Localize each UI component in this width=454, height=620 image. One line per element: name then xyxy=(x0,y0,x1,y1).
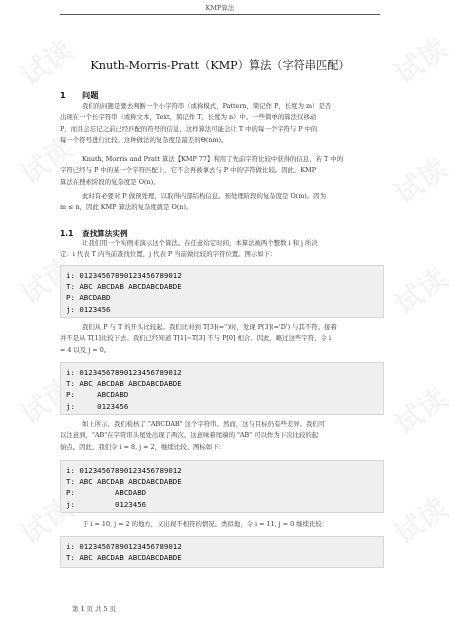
code-block xyxy=(60,536,384,568)
code-line: j: 0123456 xyxy=(66,401,129,411)
paragraph-line: 并不是从 T[1]比较下去。我们已经知道 T[1]~T[3] 不与 P[0] 相合。因此，略过这些字符，令 i xyxy=(60,334,331,343)
watermark: 试读 xyxy=(14,371,80,431)
code-line: i: 01234567890123456789012 xyxy=(66,542,182,551)
paragraph xyxy=(82,519,382,530)
watermark: 试读 xyxy=(14,491,80,551)
watermark: 试读 xyxy=(388,261,454,321)
code-line: T: ABC ABCDAB ABCDABCDABDE xyxy=(66,282,182,292)
subsection-number: 1.1 xyxy=(60,229,74,238)
paragraph xyxy=(60,154,382,188)
paragraph xyxy=(60,419,382,453)
code-line: j: 0123456 xyxy=(66,499,147,509)
code-line: i: 01234567890123456789012 xyxy=(66,271,182,280)
code-line: T: ABC ABCDAB ABCDABCDABDE xyxy=(66,477,182,487)
section-title: 问题 xyxy=(82,90,99,100)
code-line: P: ABCDABD xyxy=(66,293,111,303)
paragraph-line: 定：i 代表 T 内当前查找位置，j 代表 P 当前做比较的字符位置。图示如下： xyxy=(60,250,277,259)
paragraph-line: 此时有必要对 P 做预处理，以取得内部结构信息。预处理阶段的复杂度是 O(m)。因为 xyxy=(82,192,326,200)
paragraph-line: m ≤ n，因此 KMP 算法的复杂度就是 O(n)。 xyxy=(60,203,193,212)
paragraph xyxy=(60,238,382,261)
watermark: 试读 xyxy=(14,251,80,311)
code-line: P: ABCDABD xyxy=(66,390,129,400)
watermark: 试读 xyxy=(388,151,454,211)
paragraph-line: 我们从 P 与 T 的开头比较起。我们比对到 T[3](='')时，发现 P[3](='D') 与其不符。接着 xyxy=(82,323,337,331)
code-line: P: ABCDABD xyxy=(66,488,147,498)
paragraph-line: = 4 以及 j = 0。 xyxy=(60,345,111,354)
watermark: 试读 xyxy=(388,491,454,551)
watermark: 试读 xyxy=(14,131,80,191)
paragraph-line: 于 i = 10, j = 2 的地方，又出现不相符的情况。类似地，令 i = 11, j = 0 继续比较： xyxy=(82,520,329,528)
code-block xyxy=(60,265,384,318)
paragraph-line: 算法在搜索阶段的复杂度是 O(n)。 xyxy=(60,177,160,186)
watermark: 试读 xyxy=(14,33,80,93)
code-line: T: ABC ABCDAB ABCDABCDABDE xyxy=(66,553,182,563)
subsection-title: 查找算法实例 xyxy=(82,229,128,238)
paragraph-line: 字符已经与 P 中的某一个字符匹配上，它不会再被拿去与 P 中的字符做比较。因此，KMP xyxy=(60,166,317,175)
code-line: T: ABC ABCDAB ABCDABCDABDE xyxy=(66,379,182,389)
code-block xyxy=(60,362,384,415)
code-line: j: 0123456 xyxy=(66,304,111,314)
paragraph-line: P，而且会忘记之前已经匹配的符号的信息，这样算法可能会让 T 中的每一个字符与 P 中的 xyxy=(60,124,318,133)
document-title: Knuth-Morris-Pratt（KMP）算法（字符串匹配） xyxy=(90,59,350,72)
watermark: 试读 xyxy=(388,31,454,91)
section-number: 1 xyxy=(60,90,66,100)
paragraph xyxy=(60,322,382,356)
paragraph-line: 我们的问题是要去判断一个小字符串（或称模式，Pattern，简记作 P，长度为 m）是否 xyxy=(82,102,332,110)
header-rule xyxy=(60,14,380,15)
watermark: 试读 xyxy=(388,381,454,441)
page-footer: 第 1 页 共 5 页 xyxy=(72,605,116,613)
paragraph-line: 始点。因此，我们令 i = 8, j = 2，继续比较。图标如下： xyxy=(60,442,225,451)
paragraph-line: 以注意到，"AB"在字符串头尾处出现了两次。这意味着尾端的 "AB" 可以作为下次比较的起 xyxy=(60,431,319,440)
paragraph-line: 如上所示，我们检核了 "ABCDAB" 这个字符串。然而，这与目标仍有些差异。我们可 xyxy=(82,420,326,428)
paragraph xyxy=(60,101,382,146)
code-block xyxy=(60,460,384,513)
paragraph-line: 出现在一个长字符串（或称文本，Text，简记作 T，长度为 n）中。一些简单的算法仅移动 xyxy=(60,113,317,122)
paragraph xyxy=(60,191,382,214)
code-line: i: 01234567890123456789012 xyxy=(66,466,182,475)
paragraph-line: 让我们用一个实例来演示这个算法。在任意给定时间，本算法被两个整数 i 和 j 所决 xyxy=(82,239,318,247)
section-heading xyxy=(60,90,98,101)
code-line: i: 01234567890123456789012 xyxy=(66,368,182,377)
running-header: KMP算法 xyxy=(205,4,235,12)
paragraph-line: Knuth, Morris and Pratt 算法【KMP 77】利用了先前字符比较中获得的信息，若 T 中的 xyxy=(82,155,344,163)
paragraph-line: 每一个符号进行比较。这种做法的复杂度是最差的Θ(nm)。 xyxy=(60,135,228,144)
